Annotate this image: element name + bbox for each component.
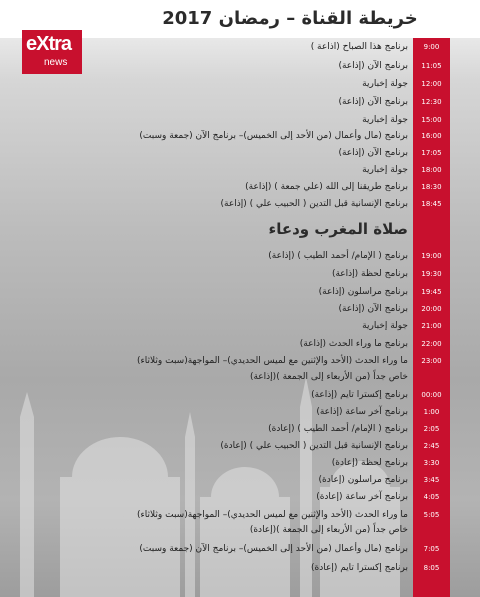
- schedule-row: [0, 404, 480, 420]
- program-cell: برنامج إكسترا تايم (إعادة): [310, 563, 408, 573]
- program-cell: برنامج (مال وأعمال (من الأحد إلى الخميس)– برنامج الآن (جمعة وسبت): [139, 131, 408, 141]
- page-title: خريطة القناة – رمضان 2017: [162, 8, 418, 29]
- time-cell: 8:05: [423, 564, 440, 572]
- time-cell: 16:00: [421, 132, 442, 140]
- program-cell: برنامج الإنسانية قبل التدين ( الحبيب علي ) (إذاعة): [220, 199, 408, 209]
- schedule-row: [0, 196, 480, 212]
- program-cell: برنامج ( الإمام/ أحمد الطيب ) (إذاعة): [268, 251, 408, 261]
- time-cell: 18:30: [421, 183, 442, 191]
- schedule-row: [0, 472, 480, 488]
- program-cell: ما وراء الحدث (الأحد والإثنين مع لميس الحديدي)– المواجهة(سبت وثلاثاء): [137, 510, 408, 520]
- time-cell: 20:00: [421, 305, 442, 313]
- schedule-row: [0, 248, 480, 264]
- time-cell: 19:45: [421, 288, 442, 296]
- program-cell: برنامج الإنسانية قبل التدين ( الحبيب علي ) (إعادة): [220, 441, 408, 451]
- program-cell: برنامج (مال وأعمال (من الأحد إلى الخميس)– برنامج الآن (جمعة وسبت): [139, 544, 408, 554]
- schedule-row: [0, 387, 480, 403]
- schedule-row: [0, 560, 480, 576]
- program-cell: برنامج لحظة (إعادة): [331, 458, 408, 468]
- program-cell: جولة إخبارية: [362, 79, 408, 89]
- program-cell: برنامج الآن (إذاعة): [338, 148, 408, 158]
- time-cell: 2:45: [423, 442, 440, 450]
- program-cell: برنامج ( الإمام/ أحمد الطيب ) (إعادة): [268, 424, 408, 434]
- time-cell: 4:05: [423, 493, 440, 501]
- schedule-row: [0, 489, 480, 505]
- program-cell: برنامج مراسلون (إعادة): [318, 475, 408, 485]
- schedule-row: [0, 112, 480, 128]
- logo-subtitle: news: [44, 57, 68, 68]
- time-cell: 11:05: [421, 62, 442, 70]
- schedule-row: [0, 455, 480, 471]
- schedule-row: [0, 162, 480, 178]
- program-cell: برنامج آخر ساعة (إعادة): [316, 492, 408, 502]
- schedule-row: [0, 94, 480, 110]
- schedule-row: [0, 369, 480, 385]
- section-title: صلاة المغرب ودعاء: [268, 220, 408, 238]
- time-cell: 22:00: [421, 340, 442, 348]
- time-cell: 2:05: [423, 425, 440, 433]
- schedule-row: [0, 421, 480, 437]
- program-cell: برنامج الآن (إذاعة): [338, 304, 408, 314]
- program-cell: برنامج الآن (إذاعة): [338, 97, 408, 107]
- time-cell: 15:00: [421, 116, 442, 124]
- logo-wordmark: eXtra: [26, 33, 72, 55]
- program-cell: برنامج لحظة (إذاعة): [331, 269, 408, 279]
- schedule-row: [0, 76, 480, 92]
- program-cell: جولة إخبارية: [362, 321, 408, 331]
- schedule-row: [0, 145, 480, 161]
- time-cell: 1:00: [423, 408, 440, 416]
- program-cell: برنامج الآن (إذاعة): [338, 61, 408, 71]
- time-cell: 7:05: [423, 545, 440, 553]
- time-cell: 19:00: [421, 252, 442, 260]
- schedule-row: [0, 128, 480, 144]
- time-cell: 00:00: [421, 391, 442, 399]
- schedule-row: [0, 301, 480, 317]
- program-cell: جولة إخبارية: [362, 165, 408, 175]
- program-cell: برنامج مراسلون (إذاعة): [318, 287, 408, 297]
- program-cell: برنامج إكسترا تايم (إذاعة): [311, 390, 408, 400]
- program-cell: جولة إخبارية: [362, 115, 408, 125]
- time-cell: 17:05: [421, 149, 442, 157]
- schedule-row: [0, 522, 480, 538]
- time-cell: 19:30: [421, 270, 442, 278]
- extra-news-logo: [22, 30, 82, 74]
- program-cell: برنامج هذا الصباح (اذاعة ): [310, 42, 408, 52]
- time-cell: 18:45: [421, 200, 442, 208]
- schedule-row: [0, 284, 480, 300]
- schedule-row: [0, 438, 480, 454]
- program-cell: خاص جداً (من الأربعاء إلى الجمعة )(إذاعة): [249, 372, 408, 382]
- time-cell: 3:30: [423, 459, 440, 467]
- schedule-row: [0, 541, 480, 557]
- program-cell: ما وراء الحدث (الأحد والإثنين مع لميس الحديدي)– المواجهة(سبت وثلاثاء): [137, 356, 408, 366]
- time-cell: 9:00: [423, 43, 440, 51]
- schedule-row: [0, 507, 480, 523]
- program-cell: خاص جداً (من الأربعاء إلى الجمعة )(إعادة): [249, 525, 408, 535]
- schedule-row: [0, 353, 480, 369]
- program-cell: برنامج ما وراء الحدث (إذاعة): [299, 339, 408, 349]
- time-cell: 3:45: [423, 476, 440, 484]
- schedule-row: [0, 266, 480, 282]
- schedule-row: [0, 179, 480, 195]
- time-cell: 21:00: [421, 322, 442, 330]
- schedule-row: [0, 318, 480, 334]
- time-cell: 18:00: [421, 166, 442, 174]
- program-cell: برنامج آخر ساعة (إذاعة): [316, 407, 408, 417]
- schedule-row: [0, 336, 480, 352]
- time-cell: 5:05: [423, 511, 440, 519]
- program-cell: برنامج طريقنا إلى الله (علي جمعة ) (إذاعة): [245, 182, 408, 192]
- time-cell: 12:00: [421, 80, 442, 88]
- time-cell: 12:30: [421, 98, 442, 106]
- time-cell: 23:00: [421, 357, 442, 365]
